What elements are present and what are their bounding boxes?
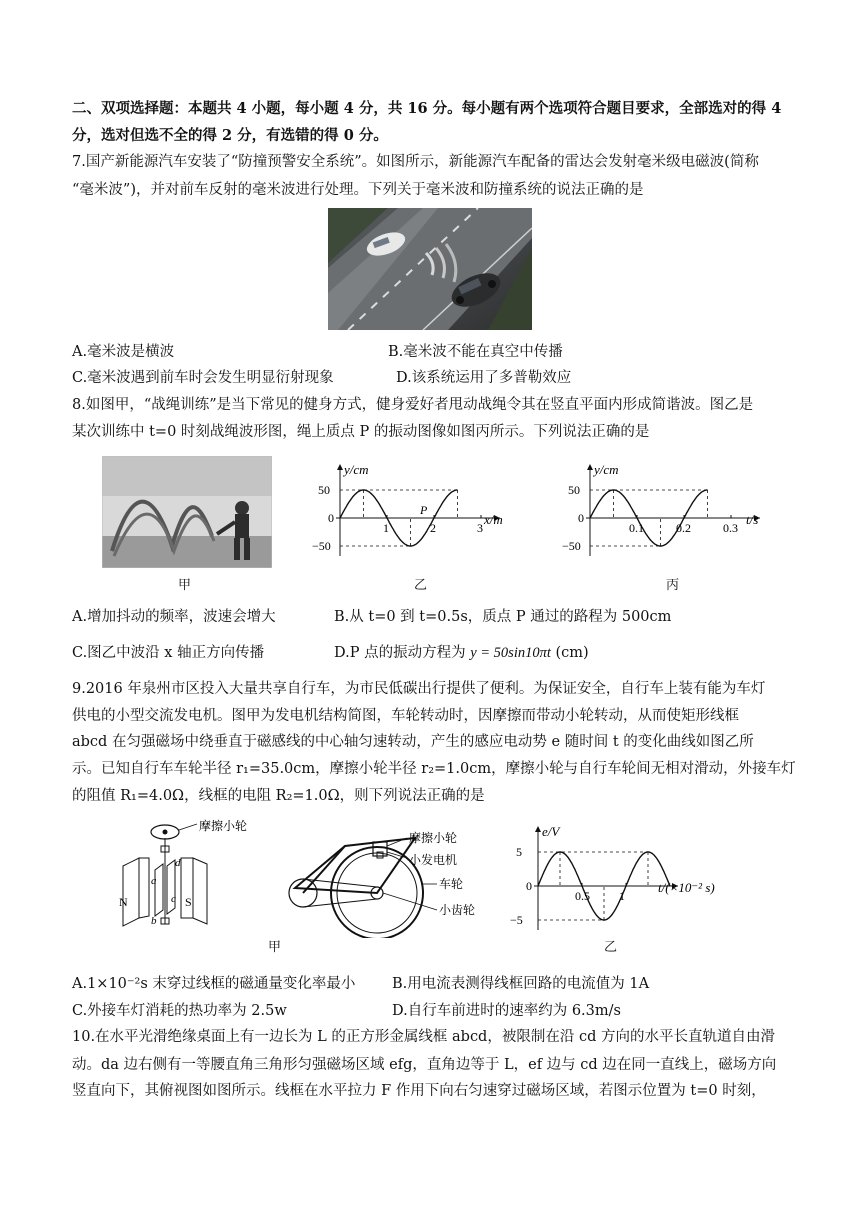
q10-stem-line2: 动。da 边右侧有一等腰直角三角形匀强磁场区域 efg，直角边等于 L，ef 边与 cd 边在同一直线上，磁场方向 [72,1057,777,1073]
q8-option-d-prefix: D.P 点的振动方程为 [334,645,471,661]
q9-option-b: B.用电流表测得线框回路的电流值为 1A [392,976,650,992]
label-S: S [185,895,192,909]
label-d: d [175,857,181,869]
q9-caption-yi: 乙 [604,940,618,955]
section-heading-line1: 二、双项选择题：本题共 4 小题，每小题 4 分，共 16 分。每小题有两个选项符合题目要求，全部选对的得 4 [72,100,782,117]
q7-stem-line2: “毫米波”)，并对前车反射的毫米波进行处理。下列关于毫米波和防撞系统的说法正确的是 [72,182,644,198]
y-tick-label: 50 [318,483,330,497]
q8-option-a: A.增加抖动的频率，波速会增大 [72,609,276,625]
q8-option-c: C.图乙中波沿 x 轴正方向传播 [72,645,265,661]
q10-stem-line1: 10.在水平光滑绝缘桌面上有一边长为 L 的正方形金属线框 abcd，被限制在沿 cd 方向的水平长直轨道自由滑 [72,1029,775,1045]
y-tick-label: −50 [312,539,331,553]
q7-stem-line1: 7.国产新能源汽车安装了“防撞预警安全系统”。如图所示，新能源汽车配备的雷达会发射毫米级电磁波(简称 [72,154,759,170]
y-tick-label: −5 [510,913,523,927]
x-tick-label: 0.5 [575,889,590,903]
label-b: b [151,915,157,927]
label-moca-xiaolun-2: 摩擦小轮 [409,831,458,845]
q9-option-a: A.1×10⁻²s 末穿过线框的磁通量变化率最小 [72,976,356,992]
y-tick-label: 0 [578,511,584,525]
x-tick-label: 0.2 [676,521,691,535]
y-axis-arrow [337,464,343,470]
q9-caption-jia: 甲 [268,940,282,955]
x-axis-label: t/s [746,512,759,527]
q8-option-d-formula: y = 50sin10πt [470,645,551,661]
y-tick-label: −50 [562,539,581,553]
x-tick-label: 1 [383,521,389,535]
q7-option-c: C.毫米波遇到前车时会发生明显衍射现象 [72,370,334,386]
label-chelun: 车轮 [439,877,464,891]
y-axis-arrow [587,464,593,470]
q8-option-b: B.从 t=0 到 t=0.5s，质点 P 通过的路程为 500cm [334,609,672,625]
q7-car-radar-photo [328,208,532,330]
q8-caption-jia: 甲 [178,578,192,593]
q9-option-d: D.自行车前进时的速率约为 6.3m/s [392,1003,621,1019]
q9-emf-graph [508,824,748,934]
q9-option-c: C.外接车灯消耗的热功率为 2.5w [72,1003,287,1019]
x-axis-label: t/(×10⁻² s) [658,880,715,895]
q8-stem-line2: 某次训练中 t=0 时刻战绳波形图，绳上质点 P 的振动图像如图丙所示。下列说法正确的是 [72,424,650,440]
q8-option-d [334,643,589,663]
label-xiao-chilun: 小齿轮 [439,903,476,917]
x-tick-label: 3 [477,521,483,535]
q7-option-b: B.毫米波不能在真空中传播 [388,344,563,360]
q9-stem-line5: 的阻值 R₁=4.0Ω，线框的电阻 R₂=1.0Ω，则下列说法正确的是 [72,788,485,804]
y-axis-label: y/cm [594,462,619,477]
y-tick-label: 5 [516,845,522,859]
q8-option-d-unit: (cm) [550,645,589,661]
y-tick-label: 50 [568,483,580,497]
q9-stem-line2: 供电的小型交流发电机。图甲为发电机结构简图，车轮转动时，因摩擦而带动小轮转动，从而使矩形线框 [72,708,739,724]
q10-stem-line3: 竖直向下，其俯视图如图所示。线框在水平拉力 F 作用下向右匀速穿过磁场区域，若图示位置为 t=0 时刻， [72,1083,766,1099]
label-a: a [151,875,157,887]
label-c: c [171,893,176,905]
y-tick-label: 0 [526,879,532,893]
label-moca-xiaolun-1: 摩擦小轮 [199,819,248,833]
q9-stem-line4: 示。已知自行车车轮半径 r₁=35.0cm，摩擦小轮半径 r₂=1.0cm，摩擦小轮与自行车轮间无相对滑动，外接车灯 [72,761,796,777]
q8-caption-bing: 丙 [666,578,680,593]
q8-stem-line1: 8.如图甲，“战绳训练”是当下常见的健身方式，健身爱好者甩动战绳令其在竖直平面内形成简谐波。图乙是 [72,397,754,413]
y-axis-label: y/cm [344,462,369,477]
q8-vibration-graph-bing [560,462,770,562]
q7-option-a: A.毫米波是横波 [72,344,175,360]
q9-stem-line1: 9.2016 年泉州市区投入大量共享自行车，为市民低碳出行提供了便利。为保证安全，自行车上装有能为车灯 [72,681,766,697]
x-tick-label: 0.1 [629,521,644,535]
q8-battle-rope-photo [102,456,272,568]
q9-generator-diagram [115,818,495,938]
x-tick-label: 2 [430,521,436,535]
y-axis-arrow [535,826,541,832]
q8-caption-yi: 乙 [414,578,428,593]
label-xiao-fadianji: 小发电机 [409,853,458,867]
point-p-label: P [420,503,428,517]
section-heading-line2: 分，选对但选不全的得 2 分，有选错的得 0 分。 [72,127,388,144]
x-axis-label: x/m [484,512,503,527]
x-tick-label: 1 [619,889,625,903]
q8-wave-graph-yi [310,462,510,562]
label-N: N [119,895,128,909]
y-tick-label: 0 [328,511,334,525]
q9-stem-line3: abcd 在匀强磁场中绕垂直于磁感线的中心轴匀速转动，产生的感应电动势 e 随时间 t 的变化曲线如图乙所 [72,734,754,750]
y-axis-label: e/V [542,824,560,839]
x-tick-label: 0.3 [723,521,738,535]
q7-option-d: D.该系统运用了多普勒效应 [396,370,572,386]
